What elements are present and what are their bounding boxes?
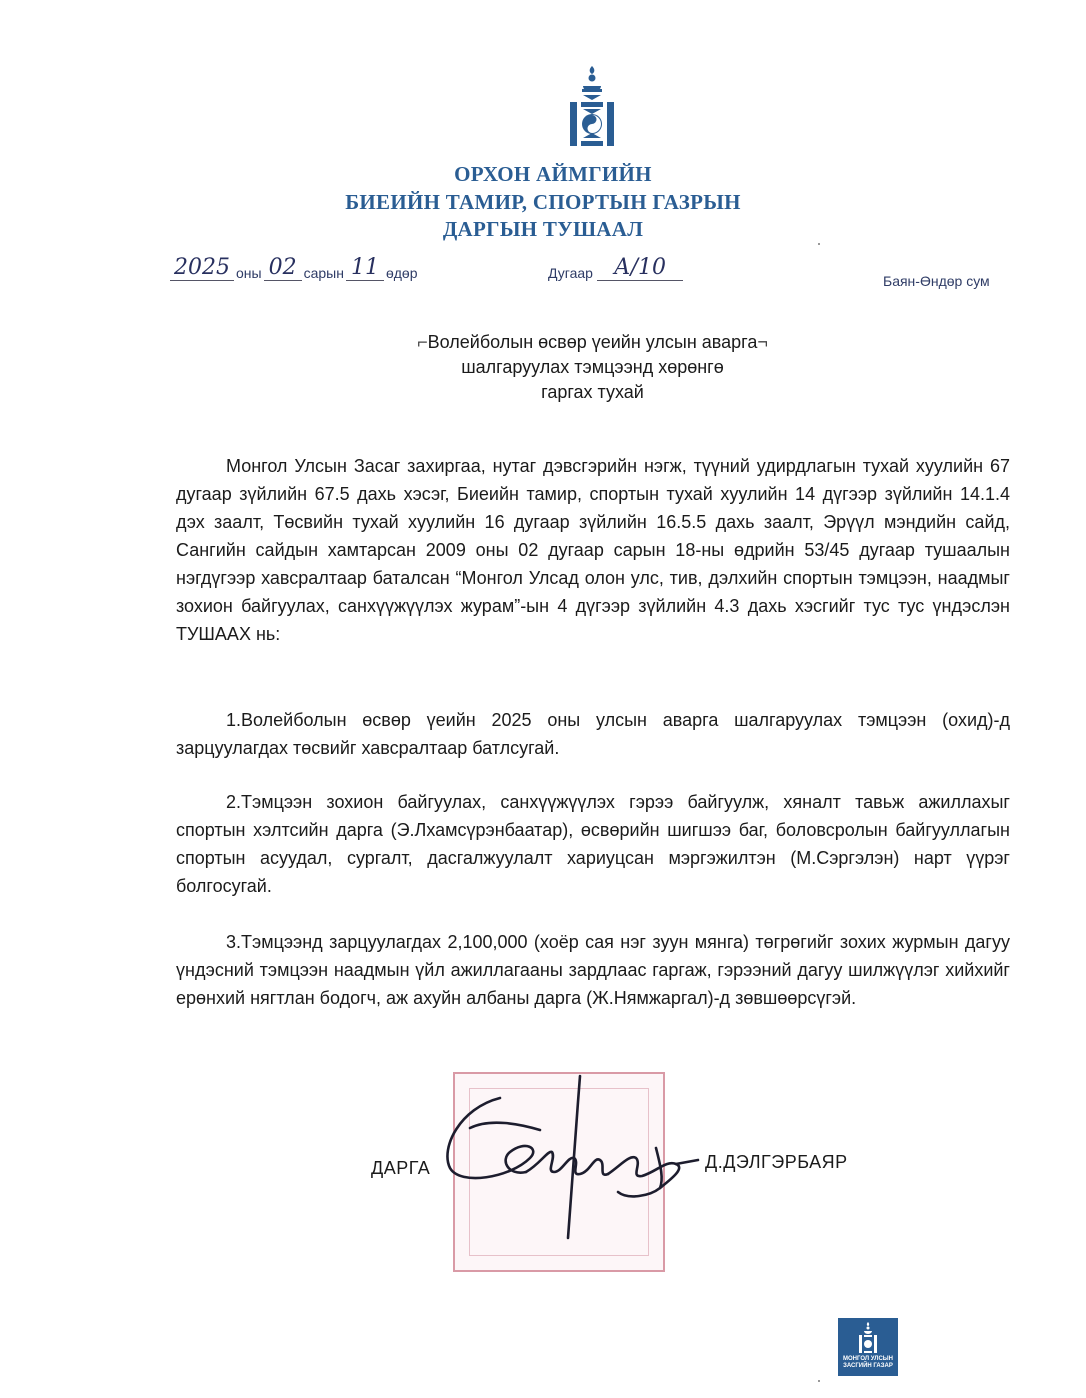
header-line-2: БИЕИЙН ТАМИР, СПОРТЫН ГАЗРЫН	[345, 190, 741, 214]
signatory-title: ДАРГА	[371, 1158, 431, 1178]
date-month-suffix: сарын	[303, 265, 344, 281]
subject-line-1: ⌐Волейболын өсвөр үеийн улсын аварга¬	[417, 332, 768, 352]
scan-speck	[818, 243, 820, 245]
order-item-1: 1.Волейболын өсвөр үеийн 2025 оны улсын аварга шалгаруулах тэмцээн (охид)-д зарцуулагдах төсвийг хавсралтаар батлсугай.	[176, 710, 1010, 758]
date-day-suffix: өдөр	[385, 265, 418, 281]
preamble-paragraph: Монгол Улсын Засаг захиргаа, нутаг дэвсгэрийн нэгж, түүний удирдлагын тухай хуулийн 67 дугаар зүйлийн 67.5 дахь хэсэг, Биеийн тамир, спортын тухай хуулийн 14 дүгээр зүйлийн 14.1.4 дэх заалт, Төсвийн тухай хуулийн 16 дугаар зүйлийн 16.5.5 дахь заалт, Эрүүл мэндийн сайд, Сангийн сайдын хамтарсан 2009 оны 02 дугаар сарын 18-ны өдрийн 53/45 дугаар тушаалын нэгдүгээр хавсралтаар баталсан “Монгол Улсад олон улс, тив, дэлхийн спортын тэмцээн, наадмыг зохион байгуулах, санхүүжүүлэх журам”-ын 4 дүгээр зүйлийн 4.3 дахь хэсгийг тус тус үндэслэн ТУШААХ нь:	[176, 456, 1010, 644]
subject-line-3: гаргах тухай	[541, 382, 644, 402]
badge-text: МОНГОЛ УЛСЫН ЗАСГИЙН ГАЗАР	[843, 1356, 893, 1369]
date-day: 11	[346, 255, 384, 281]
handwritten-signature	[430, 1068, 720, 1248]
order-item-2: 2.Тэмцээн зохион байгуулах, санхүүжүүлэх гэрээ байгуулж, хяналт тавьж ажиллахыг спортын хэлтсийн дарга (Э.Лхамсүрэнбаатар), өсвөрийн шигшээ баг, боловсролын байгууллагын спортын асуудал, сургалт, дасгалжуулалт хариуцсан мэргэжилтэн (М.Сэргэлэн) нарт үүрэг болгосугай.	[176, 792, 1010, 896]
order-number-value: А/10	[597, 255, 683, 281]
header-line-1: ОРХОН АЙМГИЙН	[454, 162, 652, 186]
soyombo-emblem-icon	[566, 64, 618, 148]
government-badge	[838, 1318, 898, 1376]
signatory-name: Д.ДЭЛГЭРБАЯР	[705, 1152, 848, 1172]
subject-line-2: шалгаруулах тэмцээнд хөрөнгө	[461, 357, 724, 377]
order-number	[548, 255, 683, 291]
header-line-3: ДАРГЫН ТУШААЛ	[442, 217, 644, 241]
order-place: Баян-Өндөр сум	[883, 273, 990, 289]
order-number-label: Дугаар	[548, 265, 593, 281]
date-month: 02	[264, 255, 302, 281]
order-date	[170, 255, 420, 291]
order-subject	[300, 330, 885, 405]
order-item-3: 3.Тэмцээнд зарцуулагдах 2,100,000 (хоёр сая нэг зуун мянга) төгрөгийг зохих журмын дагуу үндэсний тэмцээн наадмын үйл ажиллагааны зардлаас гаргаж, гэрээний дагуу шилжүүлэг хийхийг ерөнхий нягтлан бодогч, аж ахуйн албаны дарга (Ж.Нямжаргал)-д зөвшөөрсүгэй.	[176, 932, 1010, 1008]
date-year: 2025	[170, 255, 234, 281]
soyombo-emblem-icon	[858, 1322, 878, 1354]
scan-speck	[818, 1380, 820, 1382]
date-year-suffix: оны	[236, 265, 262, 281]
